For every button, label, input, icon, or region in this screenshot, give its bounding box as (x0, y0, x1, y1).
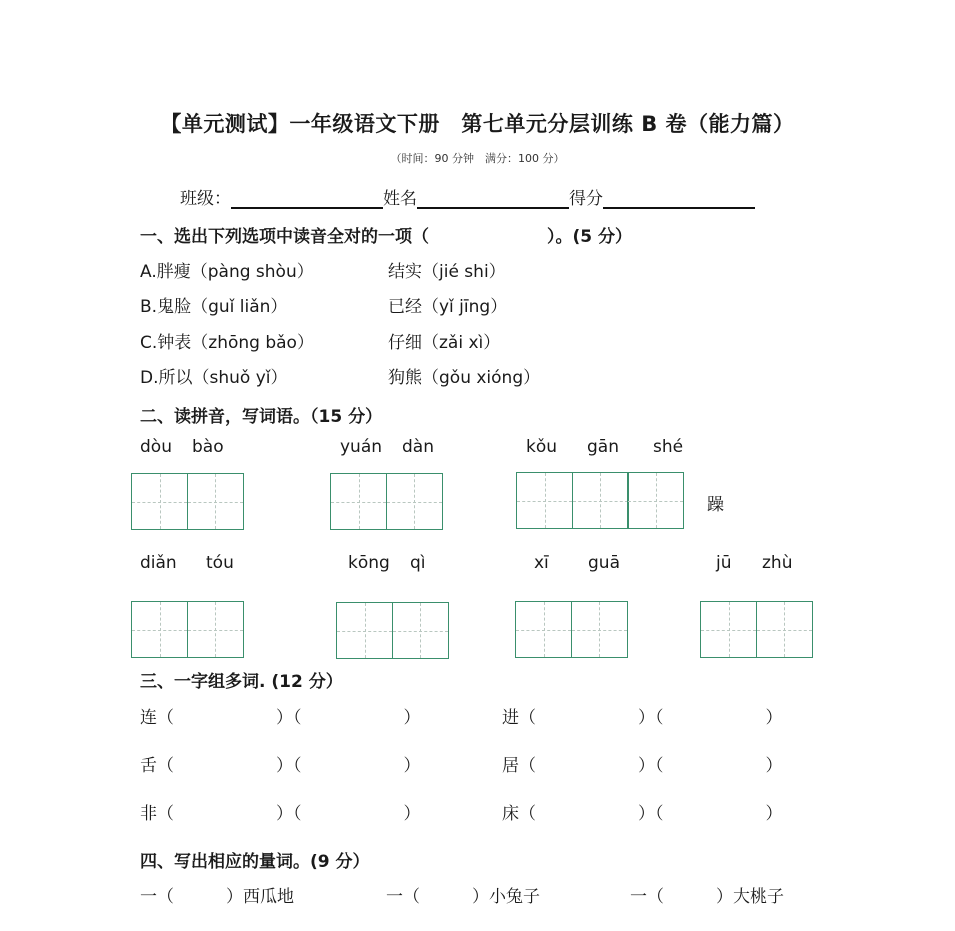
grid-cell[interactable] (516, 472, 573, 529)
measure-suffix: ）西瓜地 (226, 887, 294, 907)
grid-cell[interactable] (386, 473, 443, 530)
pinyin-2a: yuán (340, 437, 383, 457)
section4-heading: 四、写出相应的量词。(9 分） (140, 852, 370, 872)
writing-grid-5[interactable] (336, 602, 447, 659)
word-row-1-left (140, 703, 421, 728)
grid-cell[interactable] (336, 602, 393, 659)
word-row-1-right (502, 703, 783, 728)
pinyin-3b: gān (587, 437, 619, 457)
pinyin-2b: dàn (402, 437, 434, 457)
option-d-left: D.所以（shuǒ yǐ） (140, 368, 288, 388)
section1-heading-end: ）。(5 分） (547, 227, 633, 247)
writing-grid-6[interactable] (515, 601, 626, 658)
grid-cell[interactable] (187, 601, 244, 658)
pinyin-4a: diǎn (140, 553, 177, 573)
answer-parens[interactable]: （ ）（ ） (157, 756, 421, 776)
grid-cell[interactable] (392, 602, 449, 659)
word-row-3-left (140, 799, 421, 824)
grid-cell[interactable] (131, 601, 188, 658)
grid-cell[interactable] (571, 601, 628, 658)
answer-parens[interactable]: （ ）（ ） (157, 804, 421, 824)
option-a-right: 结实（jié shi） (388, 262, 506, 282)
character-lian: 连 (140, 708, 157, 728)
measure-word-item-3 (630, 882, 784, 907)
measure-prefix: 一（ (630, 887, 664, 907)
section1-heading (140, 222, 632, 247)
word-row-2-left (140, 751, 421, 776)
pinyin-5a: kōng (348, 553, 390, 573)
option-d-right: 狗熊（gǒu xióng） (388, 368, 541, 388)
pinyin-3c: shé (653, 437, 684, 457)
writing-grid-2[interactable] (330, 473, 441, 530)
section1-heading-text: 一、选出下列选项中读音全对的一项（ (140, 227, 429, 247)
section3-heading: 三、一字组多词. (12 分） (140, 672, 343, 692)
pinyin-1a: dòu (140, 437, 172, 457)
answer-parens[interactable]: （ ）（ ） (519, 708, 783, 728)
score-blank[interactable] (603, 189, 755, 209)
measure-suffix: ）大桃子 (716, 887, 784, 907)
pinyin-5b: qì (410, 553, 426, 573)
measure-suffix: ）小兔子 (472, 887, 540, 907)
measure-word-item-1 (140, 882, 294, 907)
measure-word-item-2 (386, 882, 540, 907)
pinyin-1b: bào (192, 437, 224, 457)
character-fei: 非 (140, 804, 157, 824)
name-label: 姓名 (383, 189, 417, 209)
answer-parens[interactable]: （ ）（ ） (519, 804, 783, 824)
answer-parens[interactable]: （ ）（ ） (157, 708, 421, 728)
writing-grid-7[interactable] (700, 601, 811, 658)
exam-subtitle: （时间：90 分钟 满分：100 分） (390, 152, 565, 165)
grid-cell[interactable] (515, 601, 572, 658)
option-c-left: C.钟表（zhōng bǎo） (140, 333, 314, 353)
grid-cell[interactable] (131, 473, 188, 530)
class-blank[interactable] (231, 189, 383, 209)
pinyin-7a: jū (716, 553, 732, 573)
writing-grid-1[interactable] (131, 473, 242, 530)
measure-prefix: 一（ (140, 887, 174, 907)
writing-grid-4[interactable] (131, 601, 242, 658)
measure-prefix: 一（ (386, 887, 420, 907)
option-b-right: 已经（yǐ jīng） (388, 297, 508, 317)
option-b-left: B.鬼脸（guǐ liǎn） (140, 297, 288, 317)
page-title: 【单元测试】一年级语文下册 第七单元分层训练 B 卷（能力篇） (160, 112, 795, 136)
score-label: 得分 (569, 189, 603, 209)
class-label: 班级： (180, 189, 231, 209)
answer-parens[interactable]: （ ）（ ） (519, 756, 783, 776)
character-she: 舌 (140, 756, 157, 776)
option-c-right: 仔细（zǎi xì） (388, 333, 501, 353)
pinyin-6a: xī (534, 553, 549, 573)
pinyin-3a: kǒu (526, 437, 558, 457)
pinyin-6b: guā (588, 553, 620, 573)
word-row-2-right (502, 751, 783, 776)
word-row-3-right (502, 799, 783, 824)
pinyin-7b: zhù (762, 553, 793, 573)
character-jin: 进 (502, 708, 519, 728)
name-blank[interactable] (417, 189, 569, 209)
suffix-character: 躁 (707, 495, 724, 515)
writing-grid-3[interactable] (516, 472, 683, 529)
character-chuang: 床 (502, 804, 519, 824)
section2-heading: 二、读拼音，写词语。（15 分） (140, 407, 383, 427)
character-ju: 居 (502, 756, 519, 776)
grid-cell[interactable] (187, 473, 244, 530)
grid-cell[interactable] (627, 472, 684, 529)
grid-cell[interactable] (700, 601, 757, 658)
grid-cell[interactable] (756, 601, 813, 658)
grid-cell[interactable] (572, 472, 629, 529)
student-info-line (180, 184, 755, 209)
grid-cell[interactable] (330, 473, 387, 530)
option-a-left: A.胖瘦（pàng shòu） (140, 262, 314, 282)
pinyin-4b: tóu (206, 553, 234, 573)
